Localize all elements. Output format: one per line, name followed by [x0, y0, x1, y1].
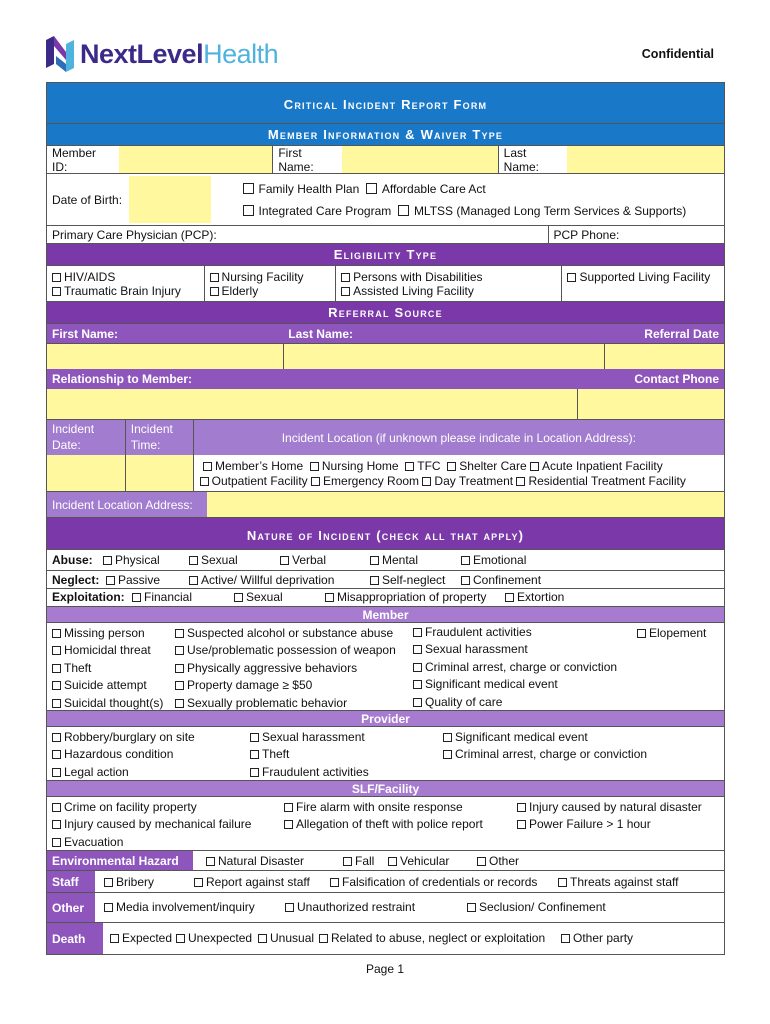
unusual-checkbox[interactable] — [258, 934, 267, 943]
homicidal-threat-checkbox[interactable] — [52, 646, 61, 655]
member-info-header: Member Information & Waiver Type — [47, 124, 724, 145]
other-label: Other — [47, 893, 95, 922]
sexual-harassment-checkbox[interactable] — [413, 645, 422, 654]
first-name-field[interactable] — [342, 146, 498, 173]
nursing-home-checkbox[interactable] — [310, 462, 319, 471]
family-health-plan-checkbox[interactable] — [243, 183, 254, 194]
day-treatment-checkbox[interactable] — [422, 477, 431, 486]
robbery-checkbox[interactable] — [52, 733, 61, 742]
staff-row: Staff Bribery Report against staff Falsification of credentials or records Threats against staff — [47, 870, 724, 892]
elderly-checkbox[interactable] — [210, 287, 219, 296]
slf-subheader: SLF/Facility — [47, 781, 724, 796]
unexpected-checkbox[interactable] — [176, 934, 185, 943]
member-id-field[interactable] — [119, 146, 273, 173]
dob-field[interactable] — [129, 176, 211, 223]
environmental-row: Environmental Hazard Natural Disaster Fall Vehicular Other — [47, 850, 724, 870]
seclusion-checkbox[interactable] — [467, 903, 476, 912]
abuse-row: Abuse: Physical Sexual Verbal Mental Emotional — [47, 549, 724, 570]
last-name-label: Last Name: — [498, 146, 568, 173]
medical-event-checkbox[interactable] — [413, 680, 422, 689]
facility-crime-checkbox[interactable] — [52, 803, 61, 812]
neglect-row: Neglect: Passive Active/ Willful deprivation Self-neglect Confinement — [47, 570, 724, 588]
pcp-label: Primary Care Physician (PCP): — [47, 226, 548, 243]
property-damage-checkbox[interactable] — [175, 681, 184, 690]
death-row: Death Expected Unexpected Unusual Related to abuse, neglect or exploitation Other party — [47, 922, 724, 954]
slf-items: Crime on facility property Injury caused by mechanical failure Evacuation Fire alarm with onsite response Allegation of theft with police report Injury caused by natural disaster Power Failure > 1 hour — [47, 796, 724, 850]
evacuation-checkbox[interactable] — [52, 838, 61, 847]
acute-checkbox[interactable] — [530, 462, 539, 471]
criminal-arrest-checkbox[interactable] — [413, 663, 422, 672]
relationship-field[interactable] — [47, 389, 577, 419]
related-abuse-checkbox[interactable] — [319, 934, 328, 943]
disabilities-checkbox[interactable] — [341, 273, 350, 282]
exploit-financial-checkbox[interactable] — [132, 593, 141, 602]
neglect-active-checkbox[interactable] — [189, 576, 198, 585]
neglect-label: Neglect: — [52, 573, 100, 587]
incident-date-field[interactable] — [47, 455, 125, 491]
expected-checkbox[interactable] — [110, 934, 119, 943]
quality-of-care-checkbox[interactable] — [413, 698, 422, 707]
extortion-checkbox[interactable] — [505, 593, 514, 602]
fall-checkbox[interactable] — [343, 857, 352, 866]
incident-time-label: Incident Time: — [125, 420, 193, 455]
media-checkbox[interactable] — [104, 903, 113, 912]
location-options: Member’s Home Nursing Home TFC Shelter Care Acute Inpatient Facility Outpatient Facility Emergency Room Day Treatment Residential Treatment Facility — [193, 455, 724, 491]
falsification-checkbox[interactable] — [330, 878, 339, 887]
relationship-label: Relationship to Member: — [47, 369, 577, 389]
member-home-checkbox[interactable] — [203, 462, 212, 471]
abuse-emotional-checkbox[interactable] — [461, 556, 470, 565]
provider-medical-event-checkbox[interactable] — [443, 733, 452, 742]
other-party-checkbox[interactable] — [561, 934, 570, 943]
confinement-checkbox[interactable] — [461, 576, 470, 585]
logo-text: NextLevelHealth — [80, 38, 279, 69]
contact-phone-label: Contact Phone — [577, 369, 724, 389]
tfc-checkbox[interactable] — [405, 462, 414, 471]
exploitation-label: Exploitation: — [52, 590, 125, 604]
aca-checkbox[interactable] — [366, 183, 377, 194]
fraudulent-activities-checkbox[interactable] — [413, 628, 422, 637]
incident-report-form: Critical Incident Report Form Member Information & Waiver Type Member ID: First Name: Last Name: Date of Birth: Family Health Plan Affordable Care Act Integrated Care Program MLTSS (Managed Long Term Services & Supports) Primary Care Physician (PCP): PCP Phone: Eligibility Type HIV/AIDS Traumatic Brain Injury Nursing Facility Elderly Persons with Disabilities Assisted Living Facility Supported Living Facility Referral Source First Name: Last Name: Referral Date Relationship to Member: Contact Phone Incident Date: Incident Time: Incident Location (if unknown please indicate in Location Address): Member’s Home Nursing Home TFC Shelter Care Acute Inpatient Facility Outpatient Facility Emergency Room Day Treatment Residential Treatment Facility Incident Location Address: Nature of Incident (check all that apply) Abuse: Physical Sexual Verbal Mental Emotional Neglect: Passive Active/ Willful deprivation Self-neglect Confinement Exploitation: Financial Sexual Misappropriation of property Extortion Member Missing person Homicidal threat Theft Suicide attempt Suicidal thought(s) Suspected alcohol or substance abuse Use/problematic possession of weapon Physically aggressive behaviors Property damage ≥ $50 Sexually problematic behavior Fraudulent activities Sexual harassment Criminal arrest, charge or conviction Significant medical event Quality of care Elopement Provider Robbery/burglary on site Hazardous condition Legal action Sexual harassment Theft Fraudulent activities Significant medical event Criminal arrest, charge or conviction SLF/Facility Crime on facility property Injury caused by mechanical failure Evacuation Fire alarm with onsite response Allegation of theft with police report Injury caused by natural disaster Power Failure > 1 hour Environmental Hazard Natural Disaster Fall Vehicular Other Staff Bribery Report against staff Falsification of credentials or records Threats against staff Other Media involvement/inquiry Unauthorized restraint Seclusion/ Confinement Death Expected Unexpected Unusual Related to abuse, neglect or exploitation Other party — [46, 82, 725, 955]
ref-date-label: Referral Date — [572, 324, 724, 343]
ref-date-field[interactable] — [604, 344, 724, 369]
mechanical-injury-checkbox[interactable] — [52, 820, 61, 829]
exploit-sexual-checkbox[interactable] — [234, 593, 243, 602]
suicide-attempt-checkbox[interactable] — [52, 681, 61, 690]
ref-first-label: First Name: — [47, 324, 283, 343]
ref-first-field[interactable] — [47, 344, 283, 369]
elopement-checkbox[interactable] — [637, 629, 646, 638]
abuse-sexual-checkbox[interactable] — [189, 556, 198, 565]
plan-options: Family Health Plan Affordable Care Act Integrated Care Program MLTSS (Managed Long Term Services & Supports) — [211, 174, 724, 225]
report-staff-checkbox[interactable] — [194, 878, 203, 887]
provider-subheader: Provider — [47, 711, 724, 726]
env-other-checkbox[interactable] — [477, 857, 486, 866]
missing-person-checkbox[interactable] — [52, 629, 61, 638]
environmental-label: Environmental Hazard — [47, 851, 193, 870]
pcp-phone-label: PCP Phone: — [548, 226, 725, 243]
tbi-checkbox[interactable] — [52, 287, 61, 296]
staff-label: Staff — [47, 871, 95, 892]
last-name-field[interactable] — [567, 146, 724, 173]
hiv-checkbox[interactable] — [52, 273, 61, 282]
abuse-label: Abuse: — [52, 553, 93, 567]
icp-checkbox[interactable] — [243, 205, 254, 216]
abuse-physical-checkbox[interactable] — [103, 556, 112, 565]
abuse-mental-checkbox[interactable] — [370, 556, 379, 565]
suicidal-thoughts-checkbox[interactable] — [52, 699, 61, 708]
incident-location-label: Incident Location (if unknown please indicate in Location Address): — [193, 420, 724, 455]
ref-last-label: Last Name: — [283, 324, 572, 343]
location-address-label: Incident Location Address: — [47, 492, 207, 517]
form-title: Critical Incident Report Form — [47, 83, 724, 123]
aggressive-behavior-checkbox[interactable] — [175, 664, 184, 673]
misappropriation-checkbox[interactable] — [325, 593, 334, 602]
legal-action-checkbox[interactable] — [52, 768, 61, 777]
contact-phone-field[interactable] — [577, 389, 724, 419]
shelter-checkbox[interactable] — [447, 462, 456, 471]
natural-disaster-injury-checkbox[interactable] — [517, 803, 526, 812]
member-items: Missing person Homicidal threat Theft Suicide attempt Suicidal thought(s) Suspected alcohol or substance abuse Use/problematic possession of weapon Physically aggressive behaviors Property damage ≥ $50 Sexually problematic behavior Fraudulent activities Sexual harassment Criminal arrest, charge or conviction Significant medical event Quality of care Elopement — [47, 622, 724, 710]
logo — [44, 34, 278, 74]
provider-arrest-checkbox[interactable] — [443, 750, 452, 759]
exploitation-row: Exploitation: Financial Sexual Misappropriation of property Extortion — [47, 588, 724, 606]
provider-harassment-checkbox[interactable] — [250, 733, 259, 742]
provider-items: Robbery/burglary on site Hazardous condition Legal action Sexual harassment Theft Fraudulent activities Significant medical event Criminal arrest, charge or conviction — [47, 726, 724, 780]
neglect-passive-checkbox[interactable] — [106, 576, 115, 585]
other-row: Other Media involvement/inquiry Unauthorized restraint Seclusion/ Confinement — [47, 892, 724, 922]
mltss-checkbox[interactable] — [398, 205, 409, 216]
fire-alarm-checkbox[interactable] — [284, 803, 293, 812]
self-neglect-checkbox[interactable] — [370, 576, 379, 585]
substance-abuse-checkbox[interactable] — [175, 629, 184, 638]
threats-staff-checkbox[interactable] — [558, 878, 567, 887]
weapon-checkbox[interactable] — [175, 646, 184, 655]
residential-checkbox[interactable] — [516, 477, 525, 486]
er-checkbox[interactable] — [311, 477, 320, 486]
dob-label: Date of Birth: — [47, 174, 129, 225]
page-number: Page 1 — [365, 962, 405, 976]
member-id-label: Member ID: — [47, 146, 119, 173]
unauthorized-restraint-checkbox[interactable] — [285, 903, 294, 912]
nursing-facility-checkbox[interactable] — [210, 273, 219, 282]
assisted-living-checkbox[interactable] — [341, 287, 350, 296]
abuse-verbal-checkbox[interactable] — [280, 556, 289, 565]
theft-checkbox[interactable] — [52, 664, 61, 673]
incident-date-label: Incident Date: — [47, 420, 125, 455]
first-name-label: First Name: — [272, 146, 342, 173]
power-failure-checkbox[interactable] — [517, 820, 526, 829]
theft-allegation-checkbox[interactable] — [284, 820, 293, 829]
ref-last-field[interactable] — [283, 344, 604, 369]
sexual-behavior-checkbox[interactable] — [175, 699, 184, 708]
confidential-label: Confidential — [641, 47, 714, 61]
bribery-checkbox[interactable] — [104, 878, 113, 887]
provider-theft-checkbox[interactable] — [250, 750, 259, 759]
outpatient-checkbox[interactable] — [200, 477, 209, 486]
death-label: Death — [47, 923, 103, 954]
hazardous-condition-checkbox[interactable] — [52, 750, 61, 759]
vehicular-checkbox[interactable] — [388, 857, 397, 866]
location-address-field[interactable] — [207, 492, 724, 517]
nature-header: Nature of Incident (check all that apply) — [47, 518, 724, 549]
incident-time-field[interactable] — [125, 455, 193, 491]
referral-header: Referral Source — [47, 302, 724, 323]
supported-living-checkbox[interactable] — [567, 273, 576, 282]
member-subheader: Member — [47, 607, 724, 622]
eligibility-header: Eligibility Type — [47, 244, 724, 265]
natural-disaster-checkbox[interactable] — [206, 857, 215, 866]
logo-mark-icon — [44, 34, 76, 74]
provider-fraud-checkbox[interactable] — [250, 768, 259, 777]
